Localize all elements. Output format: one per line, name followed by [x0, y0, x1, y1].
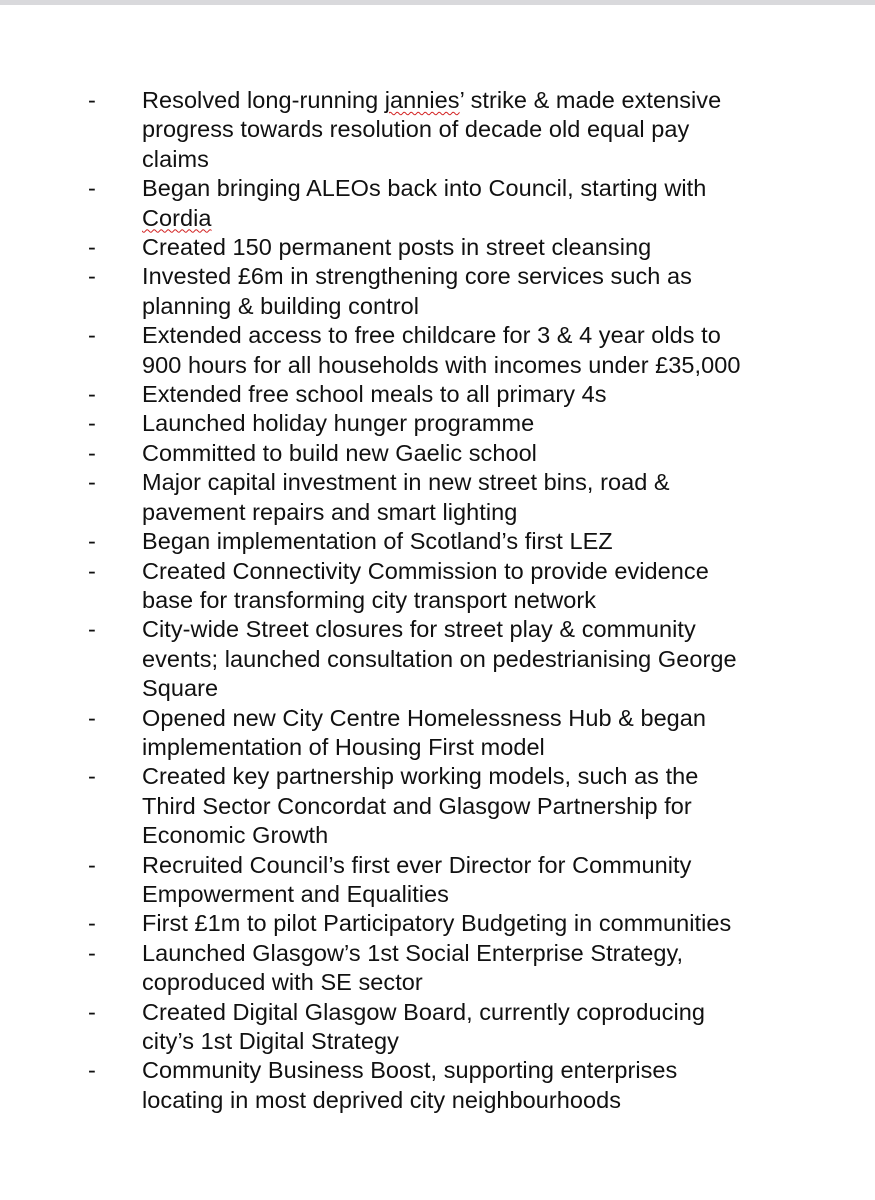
list-item-text-start: Created Digital Glasgow Board, currently coproducing city’s 1st Digital Strategy — [142, 998, 705, 1054]
bullet-dash: - — [88, 439, 96, 466]
list-item — [0, 998, 875, 1057]
list-item — [0, 86, 875, 174]
list-item-text-start: Launched holiday hunger programme — [142, 410, 535, 437]
list-item-text-start: City-wide Street closures for street play & community events; launched consultation on pedestrianising George Square — [142, 616, 737, 702]
list-item — [0, 233, 875, 262]
list-item-text — [142, 527, 815, 556]
list-item-text — [142, 909, 815, 938]
bullet-dash: - — [88, 234, 96, 261]
list-item-text-start: Community Business Boost, supporting enterprises locating in most deprived city neighbourhoods — [142, 1057, 678, 1113]
list-item-text — [142, 704, 815, 763]
bullet-dash: - — [88, 939, 96, 966]
list-item-text-start: Created key partnership working models, such as the Third Sector Concordat and Glasgow Partnership for Economic Growth — [142, 763, 699, 849]
page-top-edge — [0, 0, 875, 5]
list-item — [0, 939, 875, 998]
bullet-dash: - — [88, 763, 96, 790]
list-item-text — [142, 851, 815, 910]
list-item-text — [142, 439, 815, 468]
bullet-dash: - — [88, 557, 96, 584]
list-item — [0, 321, 875, 380]
bullet-dash: - — [88, 263, 96, 290]
list-item — [0, 380, 875, 409]
list-item-text — [142, 615, 815, 703]
spellcheck-flagged-word[interactable]: jannies — [384, 87, 460, 113]
list-item-text — [142, 468, 815, 527]
list-item-text — [142, 1056, 815, 1115]
bullet-dash: - — [88, 616, 96, 643]
bullet-dash: - — [88, 381, 96, 408]
list-item-text-start: Launched Glasgow’s 1st Social Enterprise Strategy, coproduced with SE sector — [142, 939, 684, 996]
list-item — [0, 557, 875, 616]
list-item-text-start: Resolved long-running — [142, 87, 385, 113]
list-item — [0, 909, 875, 938]
bullet-dash: - — [88, 87, 96, 113]
bullet-dash: - — [88, 528, 96, 555]
list-item-text — [142, 409, 815, 438]
bullet-dash: - — [88, 1057, 96, 1084]
list-item-text-start: Extended free school meals to all primary 4s — [142, 381, 607, 408]
list-item-text — [142, 321, 815, 380]
list-item — [0, 527, 875, 556]
list-item-text-start: Invested £6m in strengthening core services such as planning & building control — [142, 263, 692, 319]
list-item-text-start: Created Connectivity Commission to provide evidence base for transforming city transport network — [142, 557, 709, 613]
list-item — [0, 615, 875, 703]
bullet-dash: - — [88, 410, 96, 437]
list-item-text-start: Opened new City Centre Homelessness Hub & began implementation of Housing First model — [142, 704, 707, 760]
list-item-text-start: Extended access to free childcare for 3 & 4 year olds to 900 hours for all households with incomes under £35,000 — [142, 322, 741, 378]
list-item — [0, 174, 875, 233]
list-item-text-start: Began bringing ALEOs back into Council, starting with — [142, 175, 707, 202]
bullet-dash: - — [88, 322, 96, 349]
bullet-dash: - — [88, 910, 96, 937]
spellcheck-flagged-word[interactable]: Cordia — [142, 204, 212, 231]
bullet-dash: - — [88, 175, 96, 202]
bullet-dash: - — [88, 469, 96, 496]
list-item-text — [142, 262, 815, 321]
list-item-text — [142, 762, 815, 850]
list-item — [0, 851, 875, 910]
bullet-dash: - — [88, 704, 96, 731]
list-item-text-start: Created 150 permanent posts in street cleansing — [142, 234, 652, 261]
list-item-text — [142, 557, 815, 616]
list-item — [0, 762, 875, 850]
list-item-text-start: Major capital investment in new street bins, road & pavement repairs and smart lighting — [142, 469, 670, 525]
list-item-text-end: ’ strike & made extensive progress towards resolution of decade old equal pay claims — [142, 87, 722, 172]
list-item-text — [142, 174, 815, 233]
list-item-text — [142, 233, 815, 262]
list-item-text-start: First £1m to pilot Participatory Budgeting in communities — [142, 910, 732, 937]
list-item-text — [142, 939, 815, 998]
list-item — [0, 468, 875, 527]
list-item-text-start: Recruited Council’s first ever Director for Community Empowerment and Equalities — [142, 851, 692, 907]
list-item-text — [142, 380, 815, 409]
list-item-text — [142, 86, 815, 174]
list-item — [0, 704, 875, 763]
bullet-dash: - — [88, 998, 96, 1025]
list-item — [0, 409, 875, 438]
list-item — [0, 262, 875, 321]
bullet-dash: - — [88, 851, 96, 878]
list-item — [0, 439, 875, 468]
achievements-list — [0, 86, 875, 1115]
list-item — [0, 1056, 875, 1115]
list-item-text-start: Began implementation of Scotland’s first LEZ — [142, 528, 613, 555]
list-item-text-start: Committed to build new Gaelic school — [142, 439, 537, 466]
list-item-text — [142, 998, 815, 1057]
